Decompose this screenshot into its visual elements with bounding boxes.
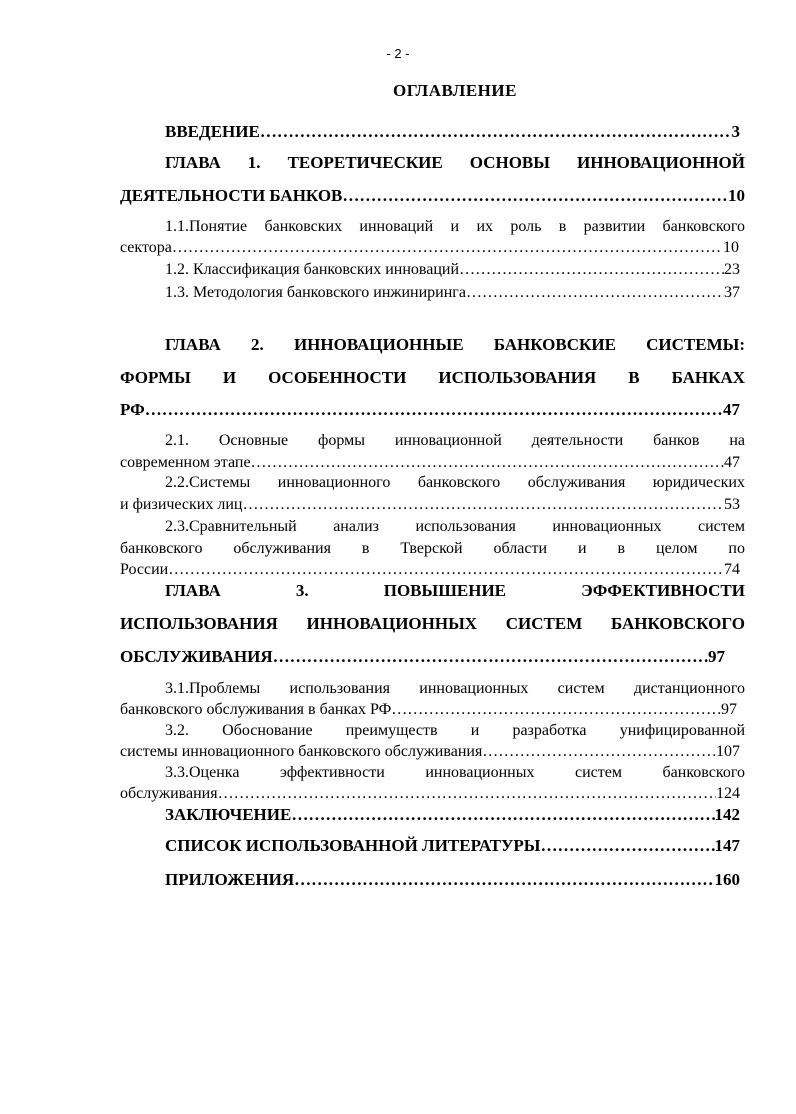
toc-chapter-3-line1[interactable]: ГЛАВА 3. ПОВЫШЕНИЕ ЭФФЕКТИВНОСТИ — [165, 581, 745, 600]
toc-leader-dots — [391, 701, 721, 719]
toc-section-3-2[interactable] — [120, 743, 740, 761]
toc-chapter-2[interactable] — [120, 400, 740, 420]
toc-entry-text: СПИСОК ИСПОЛЬЗОВАННОЙ ЛИТЕРАТУРЫ — [165, 836, 541, 855]
toc-page-number: 3 — [731, 122, 740, 141]
toc-leader-dots — [260, 122, 732, 142]
toc-page-number: 10 — [723, 239, 739, 256]
toc-leader-dots — [466, 284, 724, 302]
toc-entry-text: современном этапе — [120, 454, 251, 471]
toc-leader-dots — [168, 561, 724, 579]
toc-page-number: 37 — [724, 284, 740, 301]
toc-leader-dots — [291, 805, 714, 825]
toc-chapter-2-line2[interactable]: ФОРМЫ И ОСОБЕННОСТИ ИСПОЛЬЗОВАНИЯ В БАНКАХ — [120, 368, 745, 387]
toc-section-2-1-line1[interactable]: 2.1. Основные формы инновационной деятельности банков на — [165, 432, 745, 449]
toc-page-number: 10 — [728, 186, 745, 205]
toc-entry-text: ПРИЛОЖЕНИЯ — [165, 870, 295, 889]
toc-entry-text: обслуживания — [120, 785, 218, 802]
toc-leader-dots — [541, 836, 715, 856]
toc-entry-appendices[interactable] — [165, 870, 740, 890]
toc-leader-dots — [251, 454, 724, 472]
toc-leader-dots — [459, 261, 724, 279]
toc-section-2-3-line1[interactable]: 2.3.Сравнительный анализ использования инновационных систем — [165, 518, 745, 535]
toc-section-1-1-line1[interactable]: 1.1.Понятие банковских инноваций и их роль в развитии банковского — [165, 218, 745, 235]
toc-section-2-3-line2[interactable]: банковского обслуживания в Тверской области и в целом по — [120, 540, 745, 557]
toc-chapter-1-line1[interactable]: ГЛАВА 1. ТЕОРЕТИЧЕСКИЕ ОСНОВЫ ИННОВАЦИОННОЙ — [165, 153, 745, 172]
toc-leader-dots — [342, 186, 728, 206]
toc-section-2-2[interactable] — [120, 496, 740, 514]
toc-page-number: 147 — [714, 836, 740, 855]
toc-section-2-1[interactable] — [120, 454, 740, 472]
toc-section-1-3[interactable] — [165, 284, 740, 302]
toc-entry-text: 1.2. Классификация банковских инноваций — [165, 261, 460, 278]
toc-leader-dots — [145, 400, 723, 420]
toc-section-3-1[interactable] — [120, 701, 737, 719]
toc-chapter-1[interactable] — [120, 186, 745, 206]
toc-page-number: 97 — [721, 701, 737, 718]
toc-section-3-3[interactable] — [120, 785, 740, 803]
toc-entry-text: ДЕЯТЕЛЬНОСТИ БАНКОВ — [120, 186, 343, 205]
toc-leader-dots — [218, 785, 716, 803]
toc-entry-text: РФ — [120, 400, 145, 419]
toc-entry-text: ВВЕДЕНИЕ — [165, 122, 260, 141]
toc-entry-text: ОБСЛУЖИВАНИЯ — [120, 647, 273, 666]
page-number: - 2 - — [386, 46, 410, 61]
toc-page-number: 97 — [708, 647, 725, 666]
toc-section-3-1-line1[interactable]: 3.1.Проблемы использования инновационных систем дистанционного — [165, 680, 745, 697]
toc-entry-text: России — [120, 561, 169, 578]
toc-section-1-1[interactable] — [120, 239, 739, 257]
toc-entry-text: системы инновационного банковского обслуживания — [120, 743, 483, 760]
toc-page-number: 53 — [724, 496, 740, 513]
toc-entry-text: 1.3. Методология банковского инжиниринга — [165, 284, 466, 301]
toc-page-number: 47 — [724, 454, 740, 471]
toc-leader-dots — [273, 647, 708, 667]
page-title: ОГЛАВЛЕНИЕ — [393, 81, 517, 100]
toc-page-number: 47 — [723, 400, 740, 419]
toc-entry-text: сектора — [120, 239, 172, 256]
toc-entry-text: и физических лиц — [120, 496, 243, 513]
toc-chapter-3-line2[interactable]: ИСПОЛЬЗОВАНИЯ ИННОВАЦИОННЫХ СИСТЕМ БАНКОВСКОГО — [120, 614, 745, 633]
toc-chapter-2-line1[interactable]: ГЛАВА 2. ИННОВАЦИОННЫЕ БАНКОВСКИЕ СИСТЕМЫ: — [165, 335, 745, 354]
toc-leader-dots — [172, 239, 723, 257]
toc-page-number: 142 — [714, 805, 740, 824]
toc-entry-text: ЗАКЛЮЧЕНИЕ — [165, 805, 292, 824]
toc-section-3-3-line1[interactable]: 3.3.Оценка эффективности инновационных систем банковского — [165, 764, 745, 781]
toc-chapter-3[interactable] — [120, 647, 725, 667]
toc-page-number: 107 — [716, 743, 740, 760]
toc-section-1-2[interactable] — [165, 261, 740, 279]
toc-section-2-3[interactable] — [120, 561, 740, 579]
toc-page-number: 74 — [724, 561, 740, 578]
toc-entry-introduction[interactable] — [165, 122, 740, 142]
toc-section-2-2-line1[interactable]: 2.2.Системы инновационного банковского обслуживания юридических — [165, 474, 745, 491]
toc-page-number: 23 — [724, 261, 740, 278]
toc-entry-text: банковского обслуживания в банках РФ — [120, 701, 392, 718]
toc-leader-dots — [242, 496, 724, 514]
toc-section-3-2-line1[interactable]: 3.2. Обоснование преимуществ и разработка унифицированной — [165, 722, 745, 739]
toc-leader-dots — [482, 743, 716, 761]
toc-entry-bibliography[interactable] — [165, 836, 740, 856]
toc-entry-conclusion[interactable] — [165, 805, 740, 825]
toc-leader-dots — [294, 870, 714, 890]
toc-page-number: 124 — [716, 785, 740, 802]
toc-page-number: 160 — [714, 870, 740, 889]
